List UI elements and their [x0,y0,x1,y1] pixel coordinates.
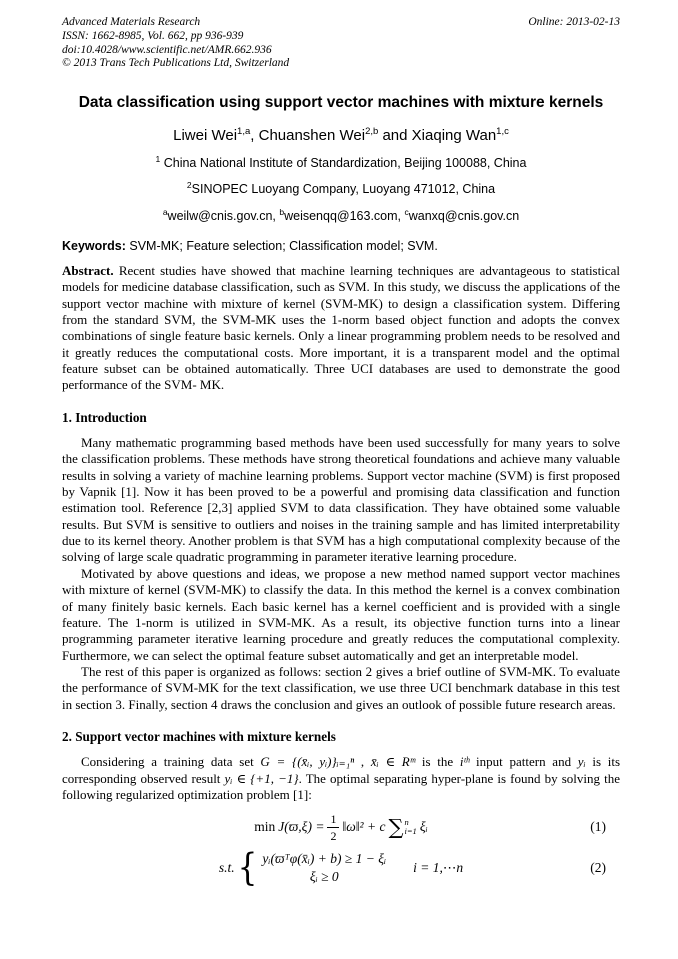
inline-math-yi: yᵢ [577,754,586,770]
body-text: Considering a training data set [81,754,261,770]
intro-paragraph-1: Many mathematic programming based methods have been used successfully for many years to solve the classification problems. These methods have strong theoretical foundations and achieve many valuable results in solving a variety of machine learning problems. Support vector machine (SVM) is first proposed by Vapnik [1]. Now it has been proved to be a powerful and promising data classification and function estimation tool. Reference [2,3] applied SVM to data classification. They have obtained some valuable results. But SVM is sensitive to outliers and noises in the training sample and has limited interpretability due to its kernel theory. Another problem is that SVM has a high computational complexity because of the solving of large scale quadratic programming in parameter iterative learning procedure. [62,434,620,565]
intro-paragraph-3: The rest of this paper is organized as follows: section 2 gives a brief outline of SVM-MK. To evaluate the performance of SVM-MK for the text classification, we use three UCI benchmark database in this test in section 3. Finally, section 4 draws the conclusion and gives an outlook of possible future research areas. [62,664,620,712]
author-line [62,126,620,144]
body-text: is its corresponding observed result [62,754,621,786]
equation-1-number: (1) [590,819,606,835]
summation-limits [404,818,416,838]
section-heading-introduction: 1. Introduction [62,409,147,425]
affiliation-text: SINOPEC Luoyang Company, Luoyang 471012, China [191,182,496,197]
body-text: input pattern and [469,754,578,770]
journal-meta-block [62,16,289,71]
doi-line: doi:10.4028/www.scientific.net/AMR.662.936 [62,43,272,56]
min-operator: min [254,819,276,835]
keywords-label: Keywords: [62,238,126,253]
constraint-cases [262,851,386,885]
abstract-paragraph [62,263,620,394]
affiliation-sup: 2 [186,180,192,191]
section-heading-svm-mk: 2. Support vector machines with mixture kernels [62,729,336,745]
author-affiliation-sup: 2,b [365,126,379,138]
keywords-line [62,239,620,253]
email-address: weisenqq@163.com [284,208,398,223]
inline-math-ith: iᵗʰ [459,754,470,770]
issn-volume-line: ISSN: 1662-8985, Vol. 662, pp 936-939 [62,29,244,42]
author-name: Xiaqing Wan [411,127,497,145]
fraction-denominator: 2 [330,828,337,843]
subject-to-label: s.t. [218,860,235,876]
intro-paragraph-2: Motivated by above questions and ideas, we propose a new method named support vector machines with mixture of kernel (SVM-MK) to classify the data. In this method the kernel is a convex combination of many finitely basic kernels. Each basic kernel has a kernel coefficient and is provided with a single feature. The 1-norm is utilized in SVM-MK. As a result, its objective function turns into a linear programming parameter iterative learning procedure and greatly reduces the computational complexity. Furthermore, we can select the optimal feature subset automatically and get an interpretable model. [62,565,620,663]
objective-lhs: J(ϖ,ξ) = [278,819,325,835]
journal-name: Advanced Materials Research [62,16,201,28]
sigma-icon: ∑ [388,814,404,839]
inline-math-input-space: x̄ᵢ ∈ Rᵐ [370,754,416,770]
equation-2 [62,846,620,890]
summation-upper: n [404,816,409,827]
email-sup: a [162,206,168,217]
summation [388,814,417,839]
email-sup: b [279,206,285,217]
author-separator: , [250,127,259,145]
inline-math-training-set: G = {(x̄ᵢ, yᵢ)}ᵢ₌₁ⁿ [260,754,355,770]
affiliation-sup: 1 [155,154,161,165]
fraction-one-half [327,813,339,842]
equation-1-body [254,813,427,842]
left-brace: { [237,846,258,890]
summation-lower: i=1 [404,826,417,837]
copyright-line: © 2013 Trans Tech Publications Ltd, Switzerland [62,57,290,70]
index-condition: i = 1,⋯n [413,860,464,876]
journal-header [62,16,620,71]
email-address: wanxq@cnis.gov.cn [408,208,520,223]
affiliation-line-1 [62,154,620,170]
body-text: is the [415,754,460,770]
equation-1 [62,810,620,844]
affiliation-line-2 [62,180,620,196]
email-line [62,207,620,223]
fraction-numerator: 1 [327,813,339,828]
author-affiliation-sup: 1,c [496,126,509,138]
body-text: , [354,754,371,770]
author-affiliation-sup: 1,a [237,126,251,138]
equation-2-number: (2) [590,860,606,876]
author-name: Chuanshen Wei [258,127,366,145]
author-separator: and [378,127,412,145]
inline-math-labels: yᵢ ∈ {+1, −1} [224,770,299,786]
online-date: Online: 2013-02-13 [528,16,620,28]
abstract-label: Abstract. [62,262,114,278]
body-text: . The optimal separating hyper-plane is found by solving the following regularized optimization problem [1]: [62,770,620,802]
paper-title: Data classification using support vector machines with mixture kernels [78,94,604,112]
abstract-text: Recent studies have showed that machine learning techniques are advantageous to statistical models for medicine database classification, such as SVM. In this study, we discuss the applications of the support vector machine with mixture of kernel (SVM-MK) to design a classification system. Differing from the standard SVM, the SVM-MK uses the 1-norm based object function and adopts the convex combinations of single feature basic kernels. Only a linear programming problem needs to be resolved and it greatly reduces the computational costs. More important, it is a transparent model and the optimal feature subset can be obtained automatically. Three UCI databases are used to demonstrate the good performance of the SVM- MK. [62,262,620,393]
email-sup: c [404,206,409,217]
email-separator: , [272,208,280,223]
norm-term: ‖ω‖² + c [342,819,386,835]
equation-2-body [218,846,464,890]
affiliation-text: China National Institute of Standardization, Beijing 100088, China [160,156,527,171]
keywords-text: SVM-MK; Feature selection; Classification model; SVM. [125,238,438,253]
email-address: weilw@cnis.gov.cn [167,208,273,223]
author-name: Liwei Wei [173,127,238,145]
email-separator: , [397,208,405,223]
slack-term: ξᵢ [419,819,428,835]
constraint-line-1: yᵢ(ϖᵀφ(x̄ᵢ) + b) ≥ 1 − ξᵢ [262,851,387,867]
section2-paragraph [62,754,620,803]
constraint-line-2: ξᵢ ≥ 0 [309,869,339,885]
